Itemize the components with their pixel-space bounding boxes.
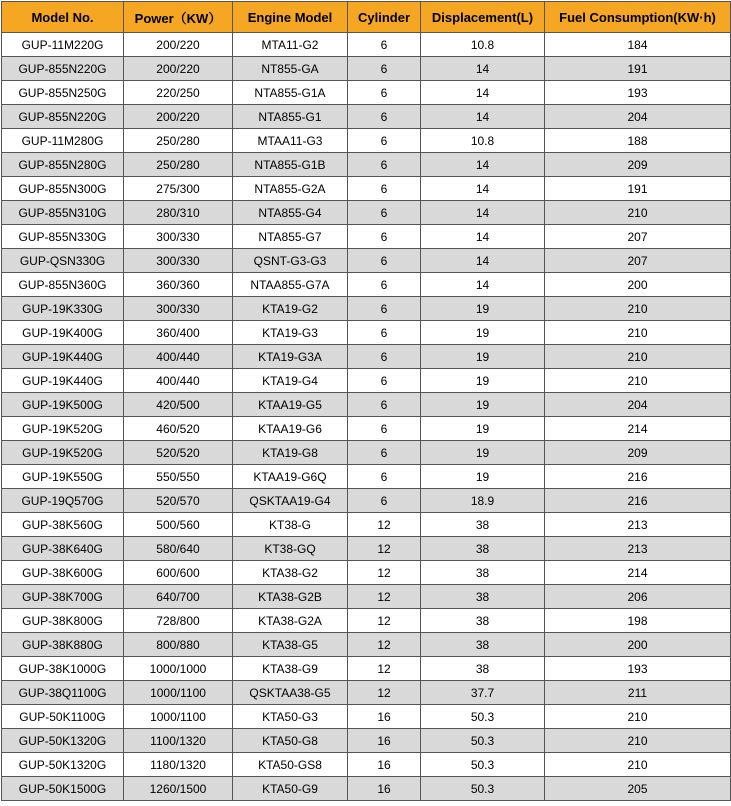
table-row <box>2 657 731 681</box>
cell-displacement: 37.7 <box>421 681 545 705</box>
cell-model-no: GUP-855N220G <box>2 57 124 81</box>
header-row <box>2 2 731 33</box>
cell-fuel-consumption: 206 <box>545 585 731 609</box>
cell-cylinder: 6 <box>348 393 421 417</box>
cell-engine-model: KTA50-G9 <box>233 777 348 801</box>
cell-model-no: GUP-19K520G <box>2 417 124 441</box>
table-row <box>2 441 731 465</box>
cell-power: 200/220 <box>124 57 233 81</box>
cell-power: 1000/1100 <box>124 681 233 705</box>
cell-cylinder: 6 <box>348 33 421 57</box>
table-row <box>2 321 731 345</box>
cell-fuel-consumption: 214 <box>545 561 731 585</box>
cell-power: 420/500 <box>124 393 233 417</box>
cell-cylinder: 12 <box>348 609 421 633</box>
cell-fuel-consumption: 209 <box>545 441 731 465</box>
table-row <box>2 681 731 705</box>
cell-displacement: 38 <box>421 585 545 609</box>
cell-model-no: GUP-50K1100G <box>2 705 124 729</box>
cell-power: 275/300 <box>124 177 233 201</box>
generator-spec-table <box>1 1 731 801</box>
cell-model-no: GUP-38K700G <box>2 585 124 609</box>
cell-fuel-consumption: 210 <box>545 297 731 321</box>
cell-model-no: GUP-855N310G <box>2 201 124 225</box>
cell-power: 520/570 <box>124 489 233 513</box>
cell-cylinder: 12 <box>348 561 421 585</box>
cell-fuel-consumption: 204 <box>545 105 731 129</box>
cell-cylinder: 12 <box>348 537 421 561</box>
cell-model-no: GUP-38K560G <box>2 513 124 537</box>
cell-engine-model: KTA38-G5 <box>233 633 348 657</box>
cell-engine-model: NTAA855-G7A <box>233 273 348 297</box>
cell-cylinder: 6 <box>348 81 421 105</box>
table-row <box>2 249 731 273</box>
table-body <box>2 33 731 801</box>
cell-engine-model: MTAA11-G3 <box>233 129 348 153</box>
cell-model-no: GUP-38Q1100G <box>2 681 124 705</box>
cell-fuel-consumption: 216 <box>545 465 731 489</box>
cell-power: 360/360 <box>124 273 233 297</box>
cell-fuel-consumption: 216 <box>545 489 731 513</box>
cell-power: 500/560 <box>124 513 233 537</box>
table-row <box>2 753 731 777</box>
cell-cylinder: 6 <box>348 57 421 81</box>
cell-engine-model: KTA19-G3 <box>233 321 348 345</box>
cell-cylinder: 6 <box>348 129 421 153</box>
header-cylinder: Cylinder <box>348 2 421 33</box>
cell-engine-model: NTA855-G1B <box>233 153 348 177</box>
cell-displacement: 38 <box>421 609 545 633</box>
cell-cylinder: 16 <box>348 729 421 753</box>
table-row <box>2 129 731 153</box>
cell-cylinder: 12 <box>348 657 421 681</box>
cell-cylinder: 6 <box>348 249 421 273</box>
cell-fuel-consumption: 184 <box>545 33 731 57</box>
cell-power: 1000/1000 <box>124 657 233 681</box>
cell-fuel-consumption: 213 <box>545 537 731 561</box>
cell-engine-model: KTA19-G4 <box>233 369 348 393</box>
cell-engine-model: KT38-GQ <box>233 537 348 561</box>
cell-power: 600/600 <box>124 561 233 585</box>
cell-power: 250/280 <box>124 129 233 153</box>
cell-power: 360/400 <box>124 321 233 345</box>
cell-power: 728/800 <box>124 609 233 633</box>
cell-model-no: GUP-19Q570G <box>2 489 124 513</box>
table-row <box>2 177 731 201</box>
cell-fuel-consumption: 204 <box>545 393 731 417</box>
cell-fuel-consumption: 210 <box>545 321 731 345</box>
cell-cylinder: 6 <box>348 441 421 465</box>
table-row <box>2 417 731 441</box>
cell-displacement: 10.8 <box>421 33 545 57</box>
cell-engine-model: NTA855-G1A <box>233 81 348 105</box>
cell-displacement: 14 <box>421 225 545 249</box>
cell-displacement: 19 <box>421 441 545 465</box>
cell-power: 1260/1500 <box>124 777 233 801</box>
cell-model-no: GUP-855N250G <box>2 81 124 105</box>
cell-power: 550/550 <box>124 465 233 489</box>
cell-fuel-consumption: 200 <box>545 633 731 657</box>
cell-model-no: GUP-38K1000G <box>2 657 124 681</box>
cell-fuel-consumption: 210 <box>545 345 731 369</box>
table-row <box>2 273 731 297</box>
cell-fuel-consumption: 205 <box>545 777 731 801</box>
cell-displacement: 19 <box>421 393 545 417</box>
cell-model-no: GUP-50K1320G <box>2 729 124 753</box>
cell-displacement: 14 <box>421 273 545 297</box>
cell-engine-model: NTA855-G2A <box>233 177 348 201</box>
table-row <box>2 369 731 393</box>
cell-power: 300/330 <box>124 297 233 321</box>
cell-displacement: 19 <box>421 297 545 321</box>
cell-fuel-consumption: 191 <box>545 57 731 81</box>
table-row <box>2 57 731 81</box>
cell-cylinder: 12 <box>348 585 421 609</box>
cell-displacement: 50.3 <box>421 777 545 801</box>
cell-engine-model: QSNT-G3-G3 <box>233 249 348 273</box>
cell-model-no: GUP-50K1320G <box>2 753 124 777</box>
cell-model-no: GUP-38K800G <box>2 609 124 633</box>
cell-engine-model: NT855-GA <box>233 57 348 81</box>
cell-engine-model: KTA19-G2 <box>233 297 348 321</box>
cell-fuel-consumption: 191 <box>545 177 731 201</box>
table-row <box>2 633 731 657</box>
cell-cylinder: 6 <box>348 369 421 393</box>
cell-power: 280/310 <box>124 201 233 225</box>
cell-engine-model: KTAA19-G6 <box>233 417 348 441</box>
cell-displacement: 38 <box>421 633 545 657</box>
cell-power: 200/220 <box>124 33 233 57</box>
cell-displacement: 19 <box>421 345 545 369</box>
cell-displacement: 19 <box>421 417 545 441</box>
cell-displacement: 14 <box>421 57 545 81</box>
cell-cylinder: 6 <box>348 201 421 225</box>
cell-cylinder: 12 <box>348 513 421 537</box>
cell-fuel-consumption: 210 <box>545 705 731 729</box>
cell-cylinder: 12 <box>348 633 421 657</box>
cell-fuel-consumption: 200 <box>545 273 731 297</box>
cell-fuel-consumption: 188 <box>545 129 731 153</box>
table-row <box>2 465 731 489</box>
cell-model-no: GUP-38K600G <box>2 561 124 585</box>
cell-cylinder: 6 <box>348 153 421 177</box>
cell-power: 640/700 <box>124 585 233 609</box>
cell-engine-model: KT38-G <box>233 513 348 537</box>
cell-fuel-consumption: 198 <box>545 609 731 633</box>
cell-engine-model: NTA855-G7 <box>233 225 348 249</box>
cell-engine-model: KTA19-G8 <box>233 441 348 465</box>
cell-fuel-consumption: 213 <box>545 513 731 537</box>
cell-displacement: 14 <box>421 249 545 273</box>
cell-cylinder: 6 <box>348 297 421 321</box>
table-row <box>2 393 731 417</box>
cell-cylinder: 6 <box>348 273 421 297</box>
cell-model-no: GUP-855N330G <box>2 225 124 249</box>
cell-cylinder: 6 <box>348 489 421 513</box>
cell-engine-model: QSKTAA19-G4 <box>233 489 348 513</box>
cell-engine-model: KTA38-G2A <box>233 609 348 633</box>
cell-fuel-consumption: 209 <box>545 153 731 177</box>
header-engine-model: Engine Model <box>233 2 348 33</box>
cell-model-no: GUP-19K550G <box>2 465 124 489</box>
table-row <box>2 585 731 609</box>
cell-engine-model: NTA855-G1 <box>233 105 348 129</box>
cell-engine-model: QSKTAA38-G5 <box>233 681 348 705</box>
cell-fuel-consumption: 193 <box>545 657 731 681</box>
cell-fuel-consumption: 207 <box>545 225 731 249</box>
cell-cylinder: 6 <box>348 225 421 249</box>
table-row <box>2 201 731 225</box>
table-row <box>2 105 731 129</box>
cell-fuel-consumption: 210 <box>545 201 731 225</box>
cell-engine-model: KTA38-G2B <box>233 585 348 609</box>
cell-power: 520/520 <box>124 441 233 465</box>
cell-displacement: 38 <box>421 537 545 561</box>
header-model-no: Model No. <box>2 2 124 33</box>
cell-power: 250/280 <box>124 153 233 177</box>
cell-cylinder: 6 <box>348 177 421 201</box>
cell-model-no: GUP-19K440G <box>2 345 124 369</box>
cell-cylinder: 16 <box>348 753 421 777</box>
cell-power: 1100/1320 <box>124 729 233 753</box>
cell-displacement: 38 <box>421 657 545 681</box>
cell-power: 800/880 <box>124 633 233 657</box>
cell-displacement: 14 <box>421 177 545 201</box>
table-row <box>2 609 731 633</box>
cell-displacement: 50.3 <box>421 753 545 777</box>
cell-displacement: 38 <box>421 513 545 537</box>
cell-displacement: 14 <box>421 153 545 177</box>
cell-displacement: 50.3 <box>421 705 545 729</box>
cell-model-no: GUP-19K400G <box>2 321 124 345</box>
cell-power: 220/250 <box>124 81 233 105</box>
cell-model-no: GUP-38K880G <box>2 633 124 657</box>
cell-cylinder: 16 <box>348 705 421 729</box>
table-row <box>2 345 731 369</box>
table-row <box>2 705 731 729</box>
table-row <box>2 777 731 801</box>
cell-model-no: GUP-19K500G <box>2 393 124 417</box>
cell-engine-model: NTA855-G4 <box>233 201 348 225</box>
cell-engine-model: MTA11-G2 <box>233 33 348 57</box>
cell-model-no: GUP-11M280G <box>2 129 124 153</box>
header-fuel-consumption: Fuel Consumption(KW·h) <box>545 2 731 33</box>
cell-engine-model: KTA38-G2 <box>233 561 348 585</box>
cell-engine-model: KTAA19-G5 <box>233 393 348 417</box>
cell-displacement: 19 <box>421 369 545 393</box>
cell-power: 580/640 <box>124 537 233 561</box>
cell-power: 460/520 <box>124 417 233 441</box>
table-row <box>2 81 731 105</box>
cell-cylinder: 6 <box>348 105 421 129</box>
cell-fuel-consumption: 211 <box>545 681 731 705</box>
cell-model-no: GUP-19K520G <box>2 441 124 465</box>
cell-fuel-consumption: 214 <box>545 417 731 441</box>
table-row <box>2 513 731 537</box>
cell-model-no: GUP-11M220G <box>2 33 124 57</box>
cell-displacement: 10.8 <box>421 129 545 153</box>
table-row <box>2 537 731 561</box>
table-row <box>2 153 731 177</box>
cell-model-no: GUP-855N360G <box>2 273 124 297</box>
cell-model-no: GUP-19K440G <box>2 369 124 393</box>
cell-model-no: GUP-855N300G <box>2 177 124 201</box>
cell-cylinder: 16 <box>348 777 421 801</box>
cell-displacement: 14 <box>421 201 545 225</box>
header-power: Power（KW） <box>124 2 233 33</box>
cell-engine-model: KTA38-G9 <box>233 657 348 681</box>
cell-fuel-consumption: 210 <box>545 369 731 393</box>
cell-engine-model: KTA50-GS8 <box>233 753 348 777</box>
table-row <box>2 297 731 321</box>
cell-fuel-consumption: 210 <box>545 729 731 753</box>
cell-cylinder: 6 <box>348 345 421 369</box>
cell-displacement: 38 <box>421 561 545 585</box>
cell-displacement: 18.9 <box>421 489 545 513</box>
cell-power: 300/330 <box>124 225 233 249</box>
table-row <box>2 729 731 753</box>
cell-power: 300/330 <box>124 249 233 273</box>
table-row <box>2 33 731 57</box>
cell-engine-model: KTA19-G3A <box>233 345 348 369</box>
cell-power: 200/220 <box>124 105 233 129</box>
cell-displacement: 50.3 <box>421 729 545 753</box>
cell-cylinder: 12 <box>348 681 421 705</box>
cell-engine-model: KTA50-G3 <box>233 705 348 729</box>
table-row <box>2 561 731 585</box>
cell-model-no: GUP-50K1500G <box>2 777 124 801</box>
cell-model-no: GUP-19K330G <box>2 297 124 321</box>
header-displacement: Displacement(L) <box>421 2 545 33</box>
cell-engine-model: KTA50-G8 <box>233 729 348 753</box>
cell-cylinder: 6 <box>348 321 421 345</box>
cell-cylinder: 6 <box>348 465 421 489</box>
cell-model-no: GUP-QSN330G <box>2 249 124 273</box>
cell-engine-model: KTAA19-G6Q <box>233 465 348 489</box>
cell-displacement: 19 <box>421 465 545 489</box>
cell-fuel-consumption: 193 <box>545 81 731 105</box>
cell-cylinder: 6 <box>348 417 421 441</box>
table-header <box>2 2 731 33</box>
cell-fuel-consumption: 210 <box>545 753 731 777</box>
cell-power: 400/440 <box>124 369 233 393</box>
table-row <box>2 225 731 249</box>
table-row <box>2 489 731 513</box>
cell-model-no: GUP-855N220G <box>2 105 124 129</box>
cell-power: 1000/1100 <box>124 705 233 729</box>
cell-displacement: 14 <box>421 81 545 105</box>
cell-power: 400/440 <box>124 345 233 369</box>
cell-model-no: GUP-855N280G <box>2 153 124 177</box>
cell-displacement: 19 <box>421 321 545 345</box>
cell-model-no: GUP-38K640G <box>2 537 124 561</box>
cell-displacement: 14 <box>421 105 545 129</box>
cell-power: 1180/1320 <box>124 753 233 777</box>
cell-fuel-consumption: 207 <box>545 249 731 273</box>
